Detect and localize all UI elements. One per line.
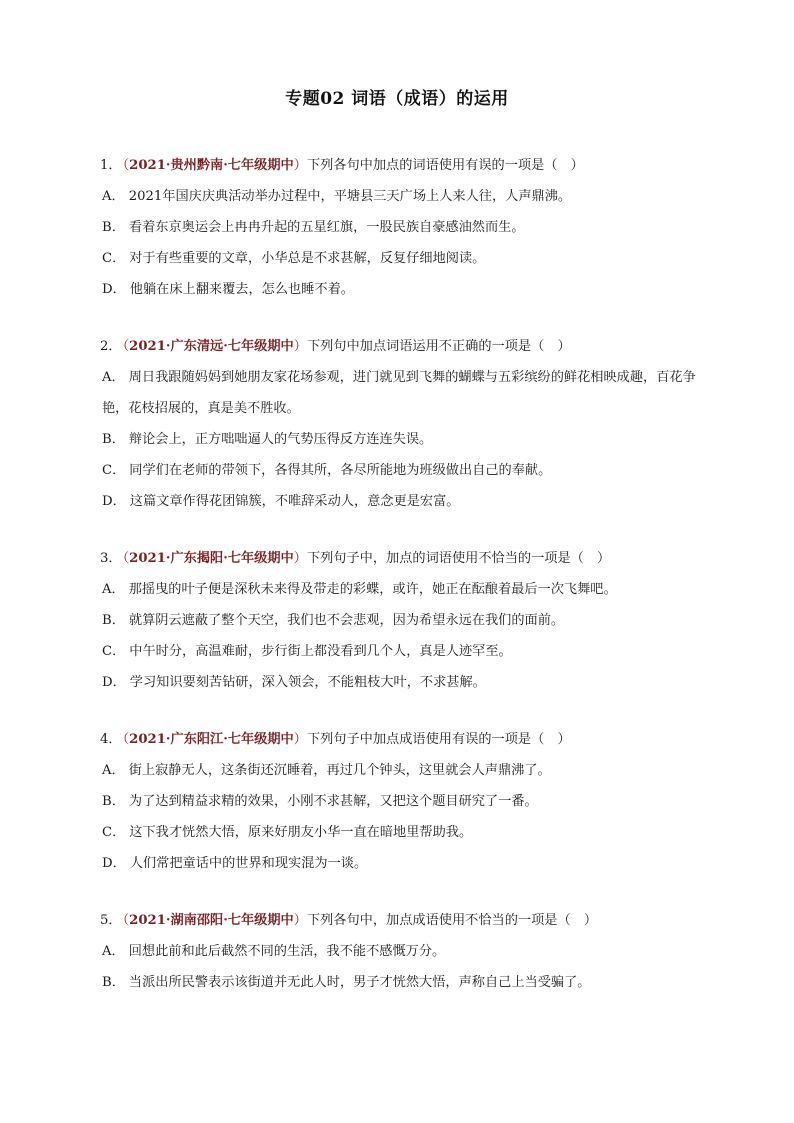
option-text: 人们常把童话中的世界和现实混为一谈。 bbox=[129, 856, 368, 871]
option-letter: B． bbox=[102, 220, 125, 235]
question-3 bbox=[100, 543, 700, 698]
option-text: 2021年国庆庆典活动举办过程中，平塘县三天广场上人来人往，人声鼎沸。 bbox=[128, 189, 572, 204]
question-number: 4． bbox=[100, 732, 122, 747]
question-1 bbox=[100, 150, 700, 305]
option-text: 他躺在床上翻来覆去，怎么也睡不着。 bbox=[129, 282, 354, 297]
question-text: 下列句子中加点成语使用有误的一项是（ ） bbox=[306, 732, 571, 747]
question-number: 5． bbox=[100, 913, 122, 928]
source-paren-open: （ bbox=[122, 732, 130, 747]
option-c bbox=[100, 243, 700, 274]
question-text: 下列各句中，加点成语使用不恰当的一项是（ ） bbox=[306, 913, 598, 928]
option-b bbox=[100, 212, 700, 243]
option-text: 对于有些重要的文章，小华总是不求甚解，反复仔细地阅读。 bbox=[129, 251, 486, 266]
option-b bbox=[100, 786, 700, 817]
option-text: 街上寂静无人，这条街还沉睡着，再过几个钟头，这里就会人声鼎沸了。 bbox=[128, 763, 551, 778]
question-stem bbox=[100, 150, 700, 181]
question-number: 2． bbox=[100, 339, 122, 354]
option-b bbox=[100, 424, 700, 455]
option-d bbox=[100, 274, 700, 305]
question-4 bbox=[100, 724, 700, 879]
source-paren-open: （ bbox=[122, 913, 130, 928]
question-text: 下列句子中，加点的词语使用不恰当的一项是（ ） bbox=[306, 551, 611, 566]
option-letter: C． bbox=[102, 463, 126, 478]
option-c bbox=[100, 455, 700, 486]
option-text: 看着东京奥运会上冉冉升起的五星红旗，一股民族自豪感油然而生。 bbox=[128, 220, 525, 235]
question-text: 下列句中加点词语运用不正确的一项是（ ） bbox=[306, 339, 571, 354]
page-title: 专题02 词语（成语）的运用 bbox=[285, 89, 509, 109]
source-paren-close: ） bbox=[293, 732, 307, 747]
question-5 bbox=[100, 905, 700, 998]
option-c bbox=[100, 636, 700, 667]
option-d bbox=[100, 848, 700, 879]
question-stem bbox=[100, 905, 700, 936]
option-text: 这下我才恍然大悟，原来好朋友小华一直在暗地里帮助我。 bbox=[129, 825, 473, 840]
option-letter: B． bbox=[102, 975, 125, 990]
source-paren-close: ） bbox=[293, 913, 307, 928]
option-letter: A． bbox=[102, 582, 125, 597]
option-a bbox=[100, 936, 700, 967]
question-number: 1． bbox=[100, 158, 122, 173]
option-text: 那摇曳的叶子便是深秋未来得及带走的彩蝶，或许，她正在酝酿着最后一次飞舞吧。 bbox=[128, 582, 617, 597]
question-source: 2021·广东揭阳·七年级期中 bbox=[129, 551, 294, 566]
option-letter: A． bbox=[102, 189, 125, 204]
question-stem bbox=[100, 543, 700, 574]
option-a bbox=[100, 574, 700, 605]
option-text: 回想此前和此后截然不同的生活，我不能不感慨万分。 bbox=[128, 944, 446, 959]
question-stem bbox=[100, 724, 700, 755]
source-paren-close: ） bbox=[293, 339, 307, 354]
option-letter: C． bbox=[102, 644, 126, 659]
question-source: 2021·广东阳江·七年级期中 bbox=[129, 732, 294, 747]
source-paren-open: （ bbox=[122, 339, 130, 354]
option-letter: C． bbox=[102, 251, 126, 266]
option-text: 辩论会上，正方咄咄逼人的气势压得反方连连失误。 bbox=[128, 432, 433, 447]
source-paren-close: ） bbox=[293, 551, 307, 566]
option-letter: D． bbox=[102, 282, 126, 297]
option-a bbox=[100, 362, 700, 424]
option-d bbox=[100, 667, 700, 698]
question-source: 2021·贵州黔南·七年级期中 bbox=[129, 158, 294, 173]
option-text: 中午时分，高温难耐，步行街上都没看到几个人，真是人迹罕至。 bbox=[129, 644, 512, 659]
question-list bbox=[100, 150, 700, 1024]
option-letter: A． bbox=[102, 944, 125, 959]
question-text: 下列各句中加点的词语使用有误的一项是（ ） bbox=[306, 158, 584, 173]
option-b bbox=[100, 605, 700, 636]
option-c bbox=[100, 817, 700, 848]
option-text: 为了达到精益求精的效果，小刚不求甚解，又把这个题目研究了一番。 bbox=[128, 794, 538, 809]
option-letter: C． bbox=[102, 825, 126, 840]
option-text: 周日我跟随妈妈到她朋友家花场参观，进门就见到飞舞的蝴蝶与五彩缤纷的鲜花相映成趣，百花争艳，花枝招展的，真是美不胜收。 bbox=[102, 370, 696, 416]
question-stem bbox=[100, 331, 700, 362]
question-2 bbox=[100, 331, 700, 517]
question-number: 3． bbox=[100, 551, 122, 566]
option-text: 学习知识要刻苦钻研，深入领会，不能粗枝大叶，不求甚解。 bbox=[129, 675, 486, 690]
option-b bbox=[100, 967, 700, 998]
question-source: 2021·广东清远·七年级期中 bbox=[129, 339, 294, 354]
option-a bbox=[100, 181, 700, 212]
option-text: 就算阴云遮蔽了整个天空，我们也不会悲观，因为希望永远在我们的面前。 bbox=[128, 613, 565, 628]
source-paren-close: ） bbox=[293, 158, 307, 173]
option-letter: A． bbox=[102, 763, 125, 778]
option-letter: D． bbox=[102, 675, 126, 690]
source-paren-open: （ bbox=[122, 551, 130, 566]
option-d bbox=[100, 486, 700, 517]
option-letter: D． bbox=[102, 856, 126, 871]
source-paren-open: （ bbox=[122, 158, 130, 173]
option-text: 同学们在老师的带领下，各得其所，各尽所能地为班级做出自己的奉献。 bbox=[129, 463, 552, 478]
option-letter: B． bbox=[102, 794, 125, 809]
option-letter: A． bbox=[102, 370, 125, 385]
option-letter: B． bbox=[102, 613, 125, 628]
option-a bbox=[100, 755, 700, 786]
option-text: 这篇文章作得花团锦簇，不唯辞采动人，意念更是宏富。 bbox=[129, 494, 460, 509]
option-text: 当派出所民警表示该街道并无此人时，男子才恍然大悟，声称自己上当受骗了。 bbox=[128, 975, 591, 990]
option-letter: D． bbox=[102, 494, 126, 509]
option-letter: B． bbox=[102, 432, 125, 447]
question-source: 2021·湖南邵阳·七年级期中 bbox=[129, 913, 294, 928]
